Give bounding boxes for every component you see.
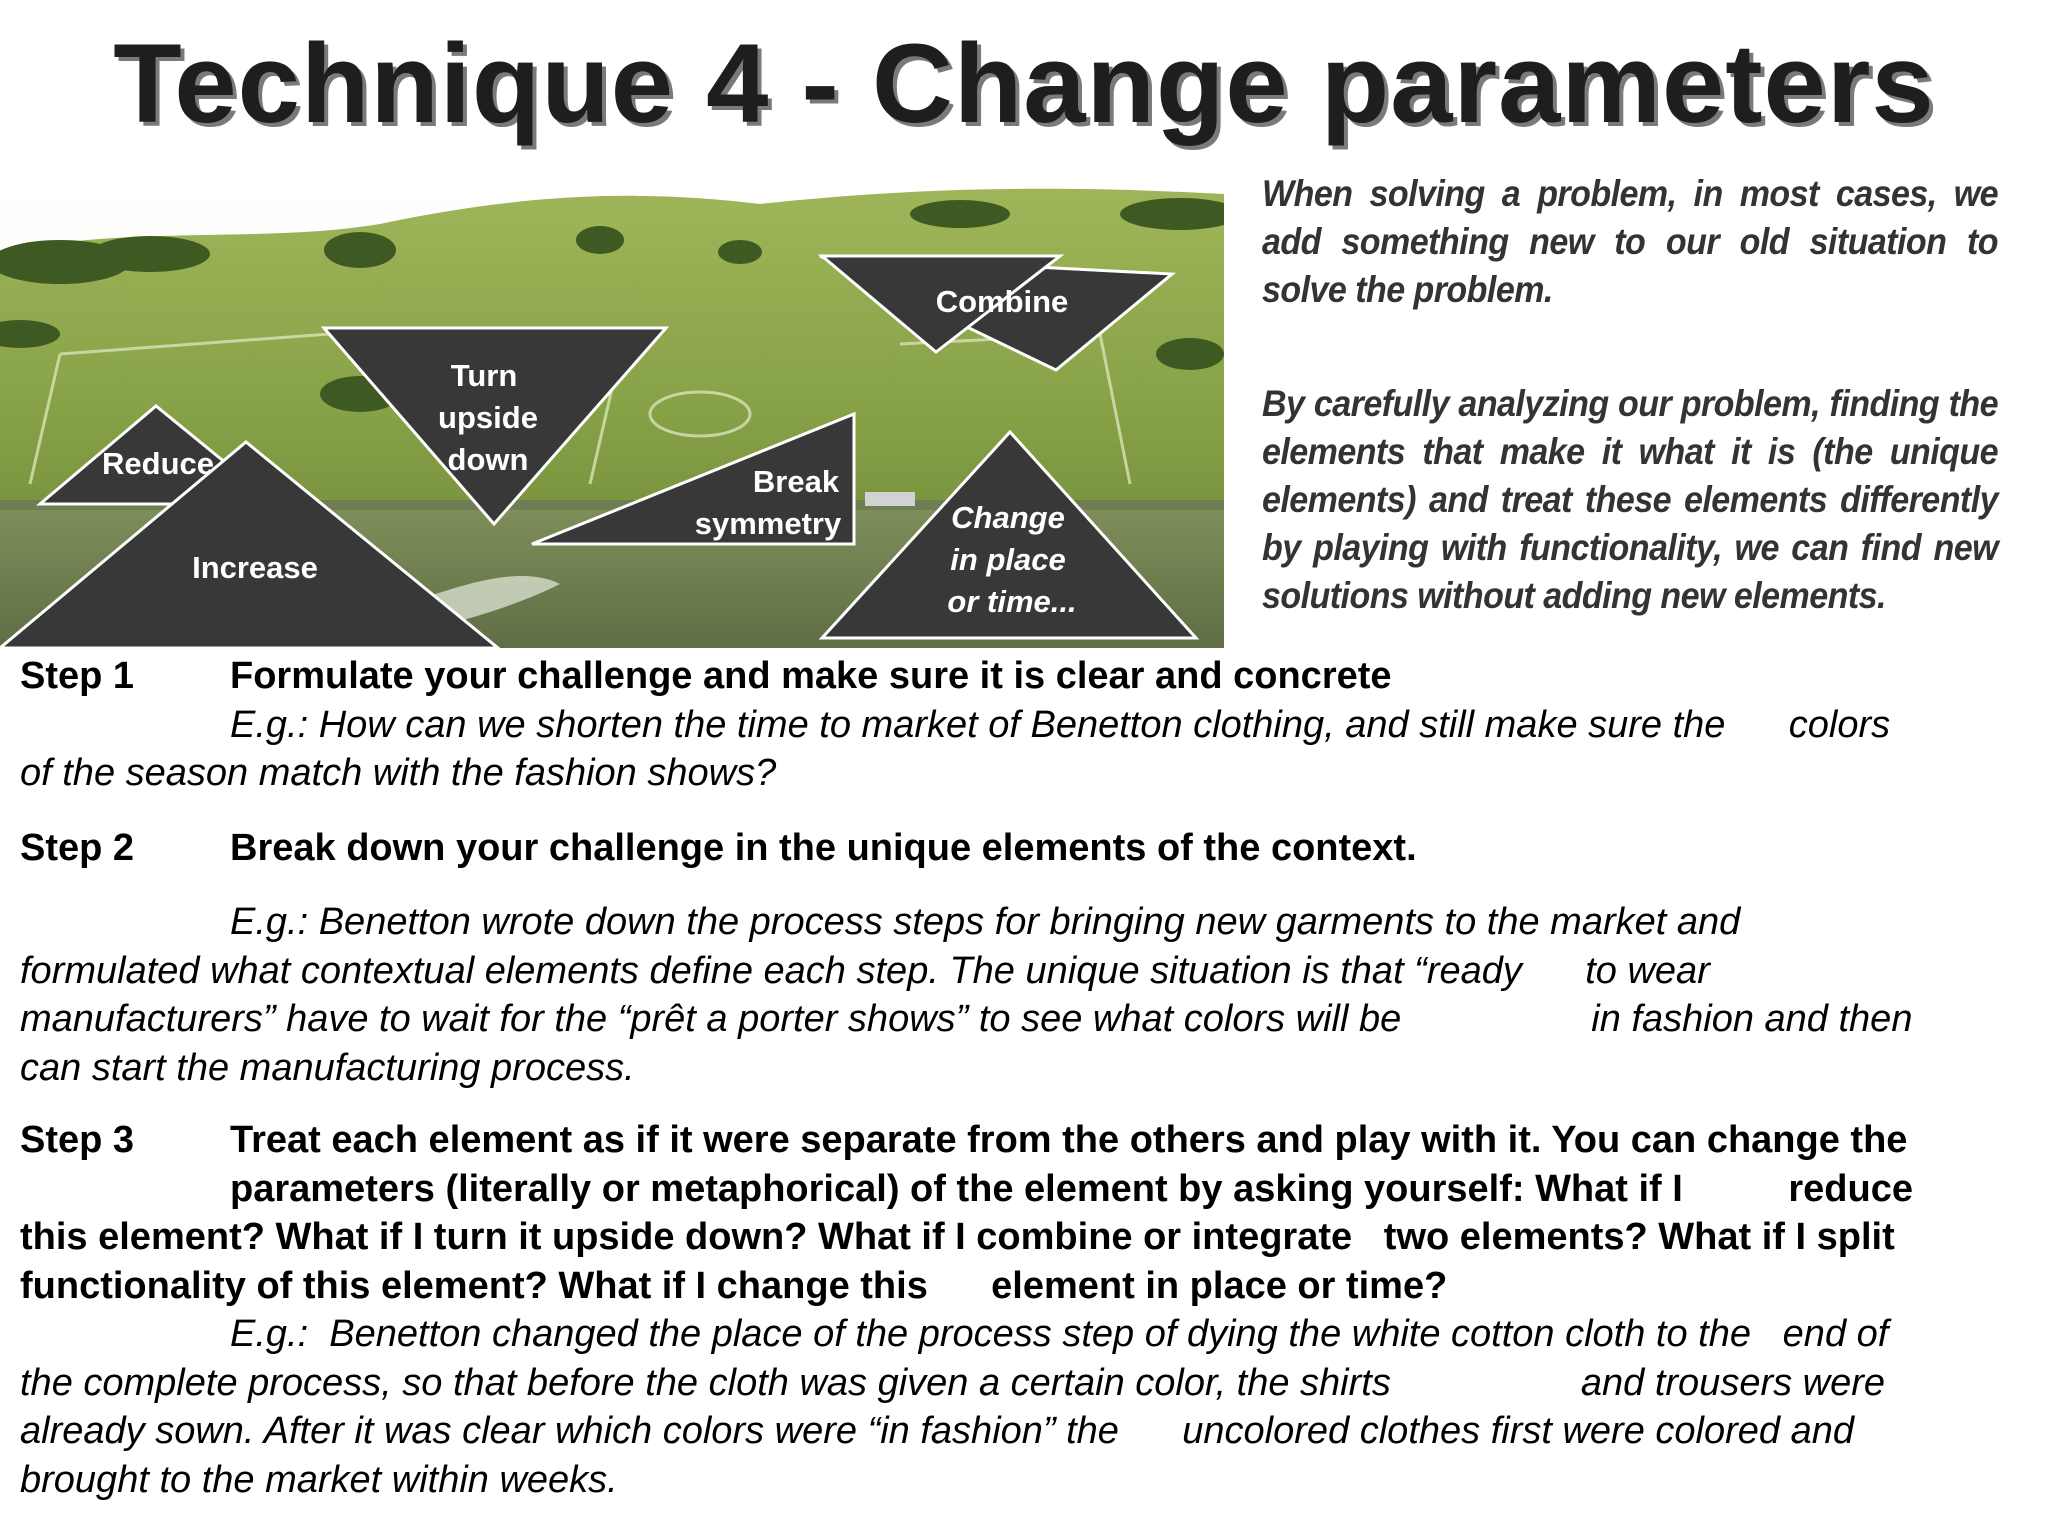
break-label-line2: symmetry <box>694 506 842 541</box>
step-3 <box>20 1116 2030 1504</box>
step-2-example-line3: manufacturers” have to wait for the “prêt a porter shows” to see what colors will be in fashion and then <box>20 998 1913 1040</box>
step-1 <box>20 652 2030 798</box>
step-2-example-line4: can start the manufacturing process. <box>20 1046 635 1089</box>
reduce-label: Reduce <box>102 446 214 481</box>
turn-label-line2: upside <box>438 400 538 435</box>
step-3-label: Step 3 <box>20 1119 135 1161</box>
turn-label-line1: Turn <box>450 358 518 393</box>
hillside-illustration <box>0 184 1224 648</box>
intro-paragraph-2: By carefully analyzing our problem, finding the elements that make it what it is (the unique elements) and treat these elements differently by playing with functionality, we can find new solutions without adding new elements. <box>1262 383 1998 616</box>
step-3-heading-line4: functionality of this element? What if I change this element in place or time? <box>20 1264 1448 1307</box>
page-title: Technique 4 - Change parameters <box>113 21 1935 146</box>
step-2-heading: Break down your challenge in the unique elements of the context. <box>230 826 1417 869</box>
intro-paragraph-1: When solving a problem, in most cases, we add something new to our old situation to solve the problem. <box>1262 173 1998 310</box>
steps-section <box>20 652 2030 1504</box>
step-3-heading-line2: parameters (literally or metaphorical) of the element by asking yourself: What if I reduce <box>230 1167 1914 1210</box>
step-1-heading: Formulate your challenge and make sure it is clear and concrete <box>230 655 1392 697</box>
step-3-example-line2: the complete process, so that before the cloth was given a certain color, the shirts and trousers were <box>20 1361 1886 1404</box>
step-2 <box>20 824 2030 1093</box>
hero-image <box>0 184 1224 648</box>
step-1-label: Step 1 <box>20 655 135 697</box>
step-1-example-line1: E.g.: How can we shorten the time to market of Benetton clothing, and still make sure the colors <box>230 703 1891 746</box>
change-label-line3: or time... <box>947 584 1077 619</box>
step-3-example-line1: E.g.: Benetton changed the place of the process step of dying the white cotton cloth to the end of <box>230 1313 1889 1355</box>
car <box>865 492 915 506</box>
increase-label: Increase <box>192 550 318 585</box>
step-3-example-line3: already sown. After it was clear which colors were “in fashion” the uncolored clothes first were colored and <box>20 1410 1854 1452</box>
step-2-example-line1: E.g.: Benetton wrote down the process steps for bringing new garments to the market and <box>230 901 1741 943</box>
change-label-line2: in place <box>950 542 1066 577</box>
intro-text <box>1262 170 1998 686</box>
break-label-line1: Break <box>752 464 840 499</box>
step-3-heading-line1: Treat each element as if it were separate from the others and play with it. You can change the <box>230 1119 1908 1161</box>
change-label-line1: Change <box>951 500 1065 535</box>
step-2-example-line2: formulated what contextual elements define each step. The unique situation is that “ready to wear <box>20 949 1710 992</box>
step-1-example-line2: of the season match with the fashion shows? <box>20 752 777 794</box>
step-3-example-line4: brought to the market within weeks. <box>20 1458 618 1501</box>
turn-label-line3: down <box>447 442 529 477</box>
combine-label: Combine <box>935 284 1069 319</box>
step-3-heading-line3: this element? What if I turn it upside down? What if I combine or integrate two elements? What if I split <box>20 1216 1895 1258</box>
step-2-label: Step 2 <box>20 826 135 869</box>
